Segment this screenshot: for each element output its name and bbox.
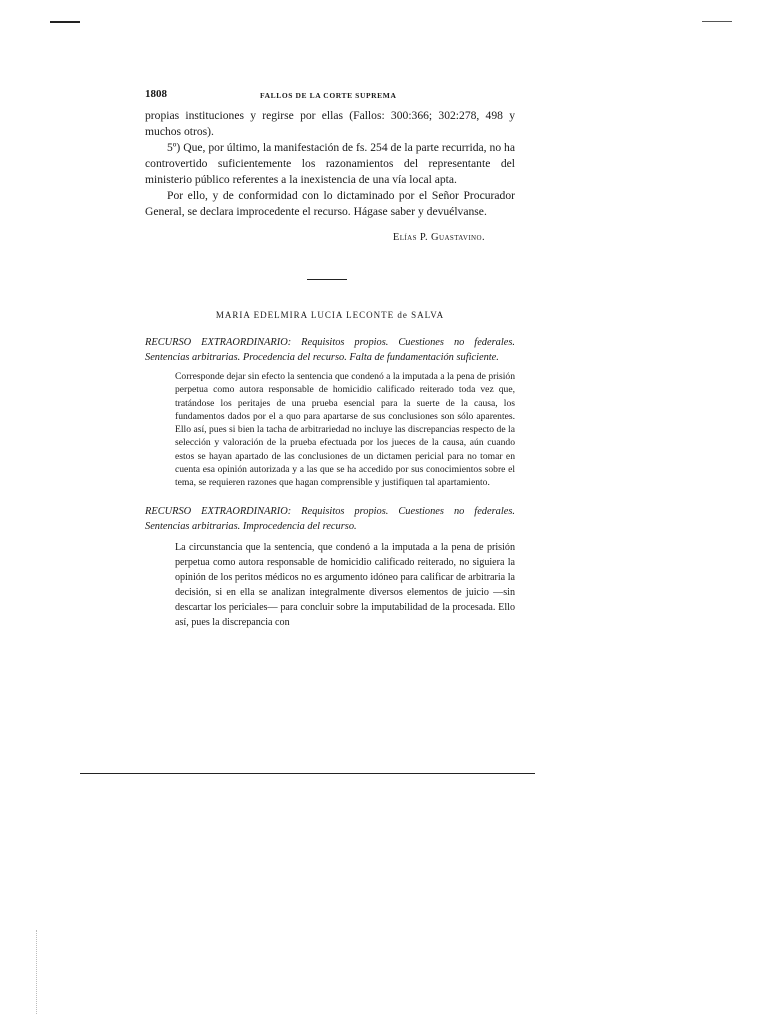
paragraph-continuation: propias instituciones y regirse por ellas (Fallos: 300:366; 302:278, 498 y muchos otros).	[145, 109, 515, 138]
summary-text-2: La circunstancia que la sentencia, que condenó a la imputada a la pena de prisión perpetua como autora responsable de homicidio calificado reiterado, no siguiera la opinión de los peritos médicos no es argumento idóneo para calificar de arbitraria la decisión, si en ella se analizan integralmente diversos elementos de juicio —sin descartar los periciales— para concluir sobre la imputabilidad de la procesada. Ello así, pues la discrepancia con	[175, 541, 515, 628]
paragraph-fifth-consideration: 5º) Que, por último, la manifestación de fs. 254 de la parte recurrida, no ha controvertido suficientemente los razonamientos del representante del ministerio público referentes a la inexistencia de una vía local apta.	[145, 141, 515, 186]
paragraph-resolution: Por ello, y de conformidad con lo dictaminado por el Señor Procurador General, se declara improcedente el recurso. Hágase saber y devuélvanse.	[145, 189, 515, 218]
signature: Elías P. Guastavino.	[392, 232, 485, 243]
document-page	[145, 88, 515, 630]
top-right-edge-mark	[702, 21, 732, 22]
page-bottom-rule	[80, 773, 535, 774]
case-title: MARIA EDELMIRA LUCIA LECONTE de SALVA	[215, 310, 445, 320]
scan-margin-specks	[36, 930, 39, 1014]
page-number: 1808	[145, 88, 167, 100]
section-divider	[307, 279, 347, 280]
summary-heading-2: RECURSO EXTRAORDINARIO: Requisitos propios. Cuestiones no federales. Sentencias arbitrarias. Improcedencia del recurso.	[145, 505, 515, 532]
summary-text-1: Corresponde dejar sin efecto la sentencia que condenó a la imputada a la pena de prisión perpetua como autora responsable de homicidio calificado reiterado toda vez que, tratándose los peritajes de una prueba esencial para la suerte de la causa, los fundamentos dados por el a quo para apartarse de sus conclusiones son sólo aparentes. Ello así, pues si bien la tacha de arbitrariedad no incluye las discrepancias respecto de la selección y valoración de la prueba efectuada por los jueces de la causa, aún cuando estos se hayan apartado de las conclusiones de un dictamen pericial para no tomar en cuenta esa opinión autorizada y a las que se ha accedido por sus conocimientos sobre el tema, se requieren razones que hagan comprensible y justifiquen tal apartamiento.	[175, 371, 515, 489]
running-head: FALLOS DE LA CORTE SUPREMA	[260, 91, 397, 100]
summary-heading-1: RECURSO EXTRAORDINARIO: Requisitos propios. Cuestiones no federales. Sentencias arbitrarias. Procedencia del recurso. Falta de fundamentación suficiente.	[145, 337, 515, 363]
top-left-edge-mark	[50, 21, 80, 23]
page-header	[145, 88, 515, 108]
